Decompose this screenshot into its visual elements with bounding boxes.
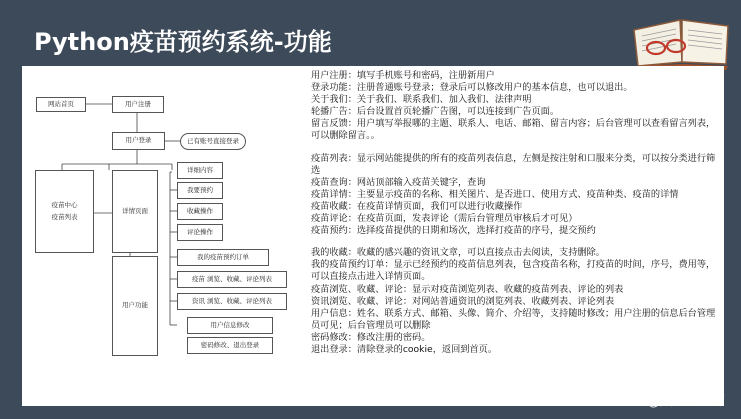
feature-line: 疫苗评论：在疫苗页面，发表评论（需后台管理员审核后才可见） bbox=[311, 213, 578, 225]
detail-item-2: 我要预约 bbox=[177, 182, 223, 199]
feature-line: 退出登录：清除登录的cookie，返回到首页。 bbox=[311, 343, 498, 355]
feature-description bbox=[311, 70, 721, 356]
user-item-2: 疫苗 浏览、收藏、评论列表 bbox=[177, 271, 287, 288]
feature-line: 疫苗预约：选择疫苗提供的日期和场次，选择打疫苗的序号，提交预约 bbox=[311, 225, 596, 237]
detail-page-box: 详情页面 bbox=[112, 170, 158, 253]
detail-item-4: 评论操作 bbox=[177, 224, 223, 241]
function-flowchart bbox=[22, 66, 297, 406]
feature-line: 留言反馈：用户填写举报哪的主题、联系人、电话、邮箱、留言内容；后台管理可以查看留言列表，可以删除留言。。 bbox=[311, 118, 716, 142]
user-function-box: 用户功能 bbox=[112, 256, 158, 356]
detail-item-3: 收藏操作 bbox=[177, 203, 223, 220]
open-book-glasses-icon bbox=[630, 8, 734, 70]
feature-line: 疫苗查询：网站顶部输入疫苗关键字，查询 bbox=[311, 176, 486, 188]
feature-line: 轮播广告：后台设置首页轮播广告图，可以连接到广告页面。 bbox=[311, 106, 560, 118]
has-account-box: 已有账号直接登录 bbox=[180, 133, 246, 150]
feature-line: 用户信息：姓名、联系方式、邮箱、头像、简介、介绍等，支持随时修改；用户注册的信息后台管理员可见；后台管理员可以删除 bbox=[311, 307, 716, 331]
content-slide bbox=[22, 66, 724, 406]
vaccine-center-box: 疫苗中心 疫苗列表 bbox=[35, 170, 94, 253]
feature-line: 我的疫苗预约订单：显示已经预约的疫苗信息列表，包含疫苗名称，打疫苗的时间，序号，费用等，可以直接点击进入详情页面。 bbox=[311, 259, 716, 283]
page-title: Python疫苗预约系统-功能 bbox=[34, 28, 332, 56]
feature-line: 疫苗浏览、收藏、评论：显示对疫苗浏览列表、收藏的疫苗列表、评论的列表 bbox=[311, 283, 624, 295]
detail-item-1: 详细内容 bbox=[177, 162, 223, 179]
register-box: 用户注册 bbox=[112, 96, 164, 113]
user-item-5: 密码修改、退出登录 bbox=[187, 337, 273, 354]
feature-line: 资讯浏览、收藏、评论：对网站普通资讯的浏览列表、收藏列表、评论列表 bbox=[311, 295, 615, 307]
feature-line: 我的收藏：收藏的感兴趣的资讯文章，可以直接点击去阅读，支持删除。 bbox=[311, 247, 605, 259]
feature-line: 疫苗详情：主要显示疫苗的名称、相关图片、是否进口、使用方式、疫苗种类、疫苗的详情 bbox=[311, 188, 679, 200]
user-item-3: 资讯 浏览、收藏、评论列表 bbox=[177, 293, 287, 310]
feature-line: 用户注册：填写手机账号和密码，注册新用户 bbox=[311, 70, 495, 81]
login-box: 用户登录 bbox=[112, 132, 165, 150]
user-item-4: 用户信息修改 bbox=[187, 317, 273, 334]
feature-line: 疫苗列表：显示网站能提供的所有的疫苗列表信息，左侧是按注射和口服来分类，可以按分类进行筛选 bbox=[311, 152, 716, 176]
feature-line: 密码修改：修改注册的密码。 bbox=[311, 331, 431, 343]
feature-line: 关于我们：关于我们、联系我们、加入我们、法律声明 bbox=[311, 94, 532, 106]
feature-line: 登录功能：注册普通账号登录；登录后可以修改用户的基本信息，也可以退出。 bbox=[311, 82, 633, 94]
home-box: 网站首页 bbox=[36, 97, 86, 112]
user-item-1: 我的疫苗预约订单 bbox=[177, 249, 269, 266]
feature-line: 疫苗收藏：在疫苗详情页面，我们可以进行收藏操作 bbox=[311, 200, 523, 212]
csdn-watermark: CSDN @黄菊华老师 bbox=[605, 394, 725, 409]
